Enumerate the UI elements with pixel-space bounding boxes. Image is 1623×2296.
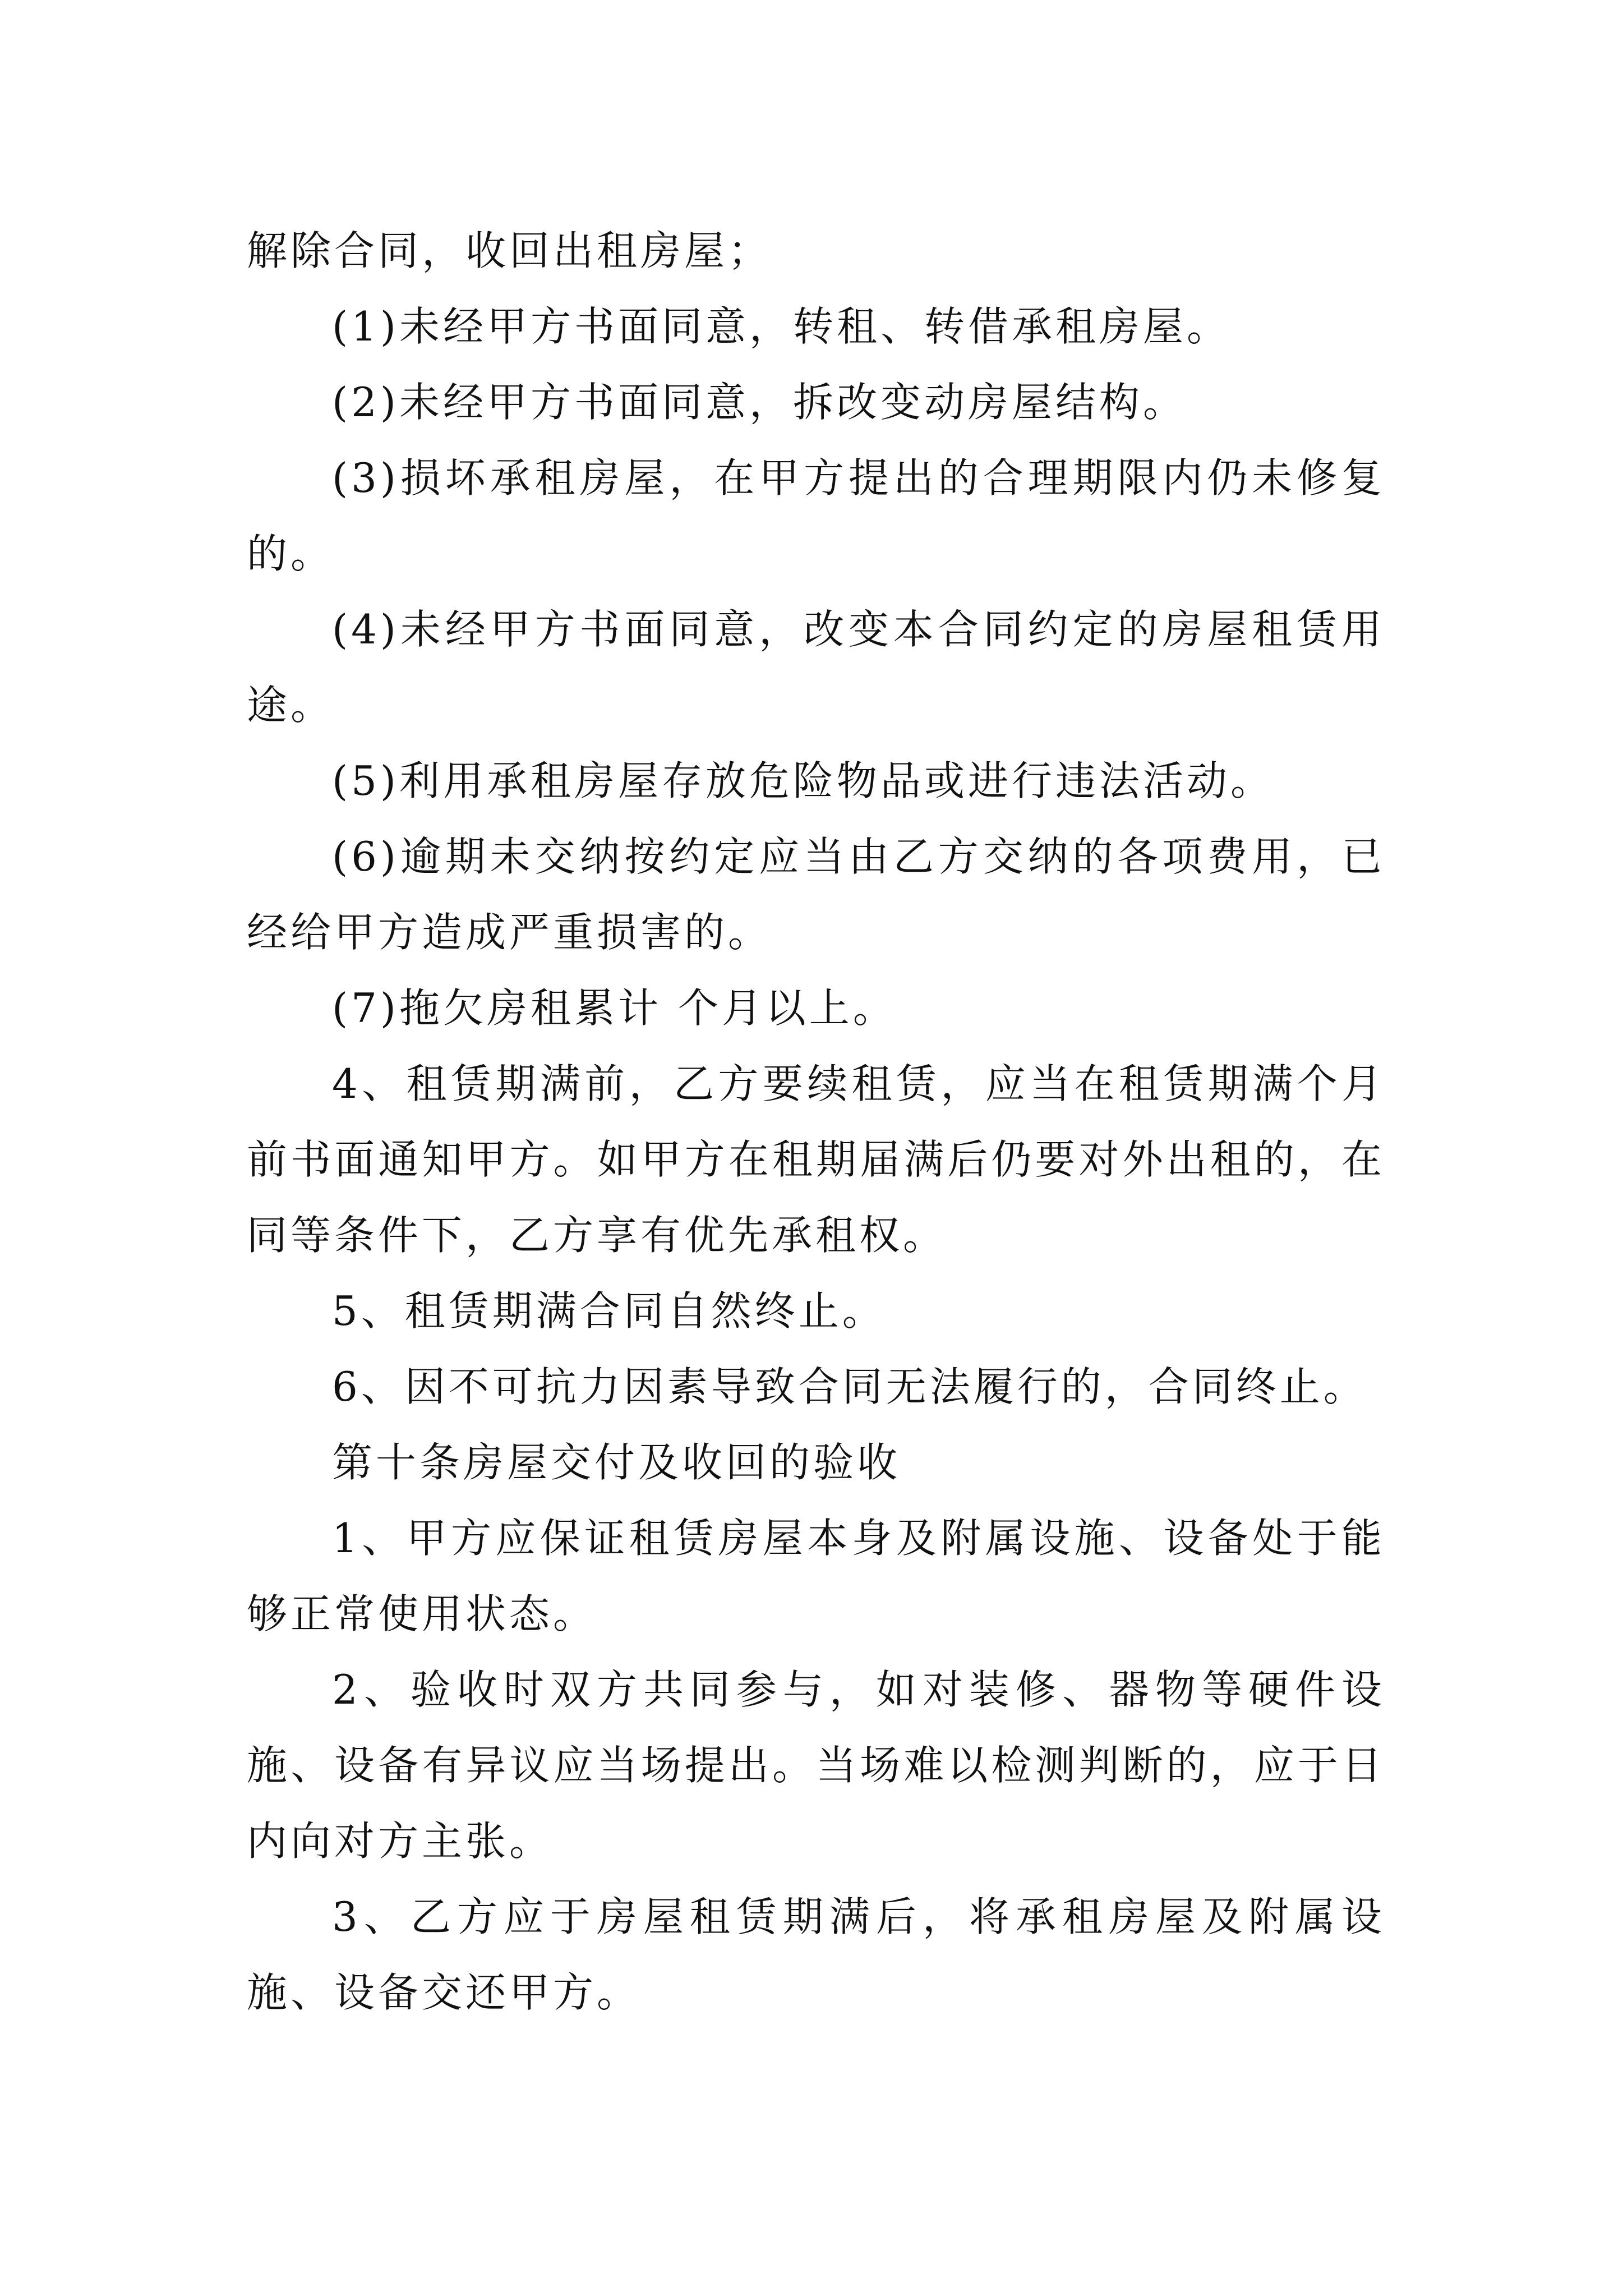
paragraph-item-3: (3)损坏承租房屋，在甲方提出的合理期限内仍未修复的。 <box>247 454 1385 577</box>
section-heading-article-10: 第十条房屋交付及收回的验收 <box>332 1439 901 1486</box>
paragraph-clause-4: 4、租赁期满前，乙方要续租赁，应当在租赁期满个月前书面通知甲方。如甲方在租期届满后仍要对外出租的，在同等条件下，乙方享有优先承租权。 <box>247 1060 1385 1259</box>
paragraph-item-6: (6)逾期未交纳按约定应当由乙方交纳的各项费用，已经给甲方造成严重损害的。 <box>247 833 1385 956</box>
paragraph-article10-clause-1: 1、甲方应保证租赁房屋本身及附属设施、设备处于能够正常使用状态。 <box>247 1515 1385 1637</box>
paragraph-item-1: (1)未经甲方书面同意，转租、转借承租房屋。 <box>332 303 1230 350</box>
document-body <box>247 213 1385 2031</box>
paragraph-article10-clause-3: 3、乙方应于房屋租赁期满后，将承租房屋及附属设施、设备交还甲方。 <box>247 1893 1385 2016</box>
paragraph-item-7: (7)拖欠房租累计 个月以上。 <box>332 984 897 1032</box>
paragraph-item-5: (5)利用承租房屋存放危险物品或进行违法活动。 <box>332 757 1274 804</box>
paragraph-item-4: (4)未经甲方书面同意，改变本合同约定的房屋租赁用途。 <box>247 606 1385 729</box>
paragraph-clause-5: 5、租赁期满合同自然终止。 <box>332 1287 886 1335</box>
paragraph-article10-clause-2: 2、验收时双方共同参与，如对装修、器物等硬件设施、设备有异议应当场提出。当场难以检测判断的，应于日内向对方主张。 <box>247 1666 1385 1865</box>
paragraph-termination-intro: 解除合同，收回出租房屋； <box>247 227 772 274</box>
paragraph-clause-6: 6、因不可抗力因素导致合同无法履行的，合同终止。 <box>332 1363 1367 1410</box>
paragraph-item-2: (2)未经甲方书面同意，拆改变动房屋结构。 <box>332 379 1187 426</box>
